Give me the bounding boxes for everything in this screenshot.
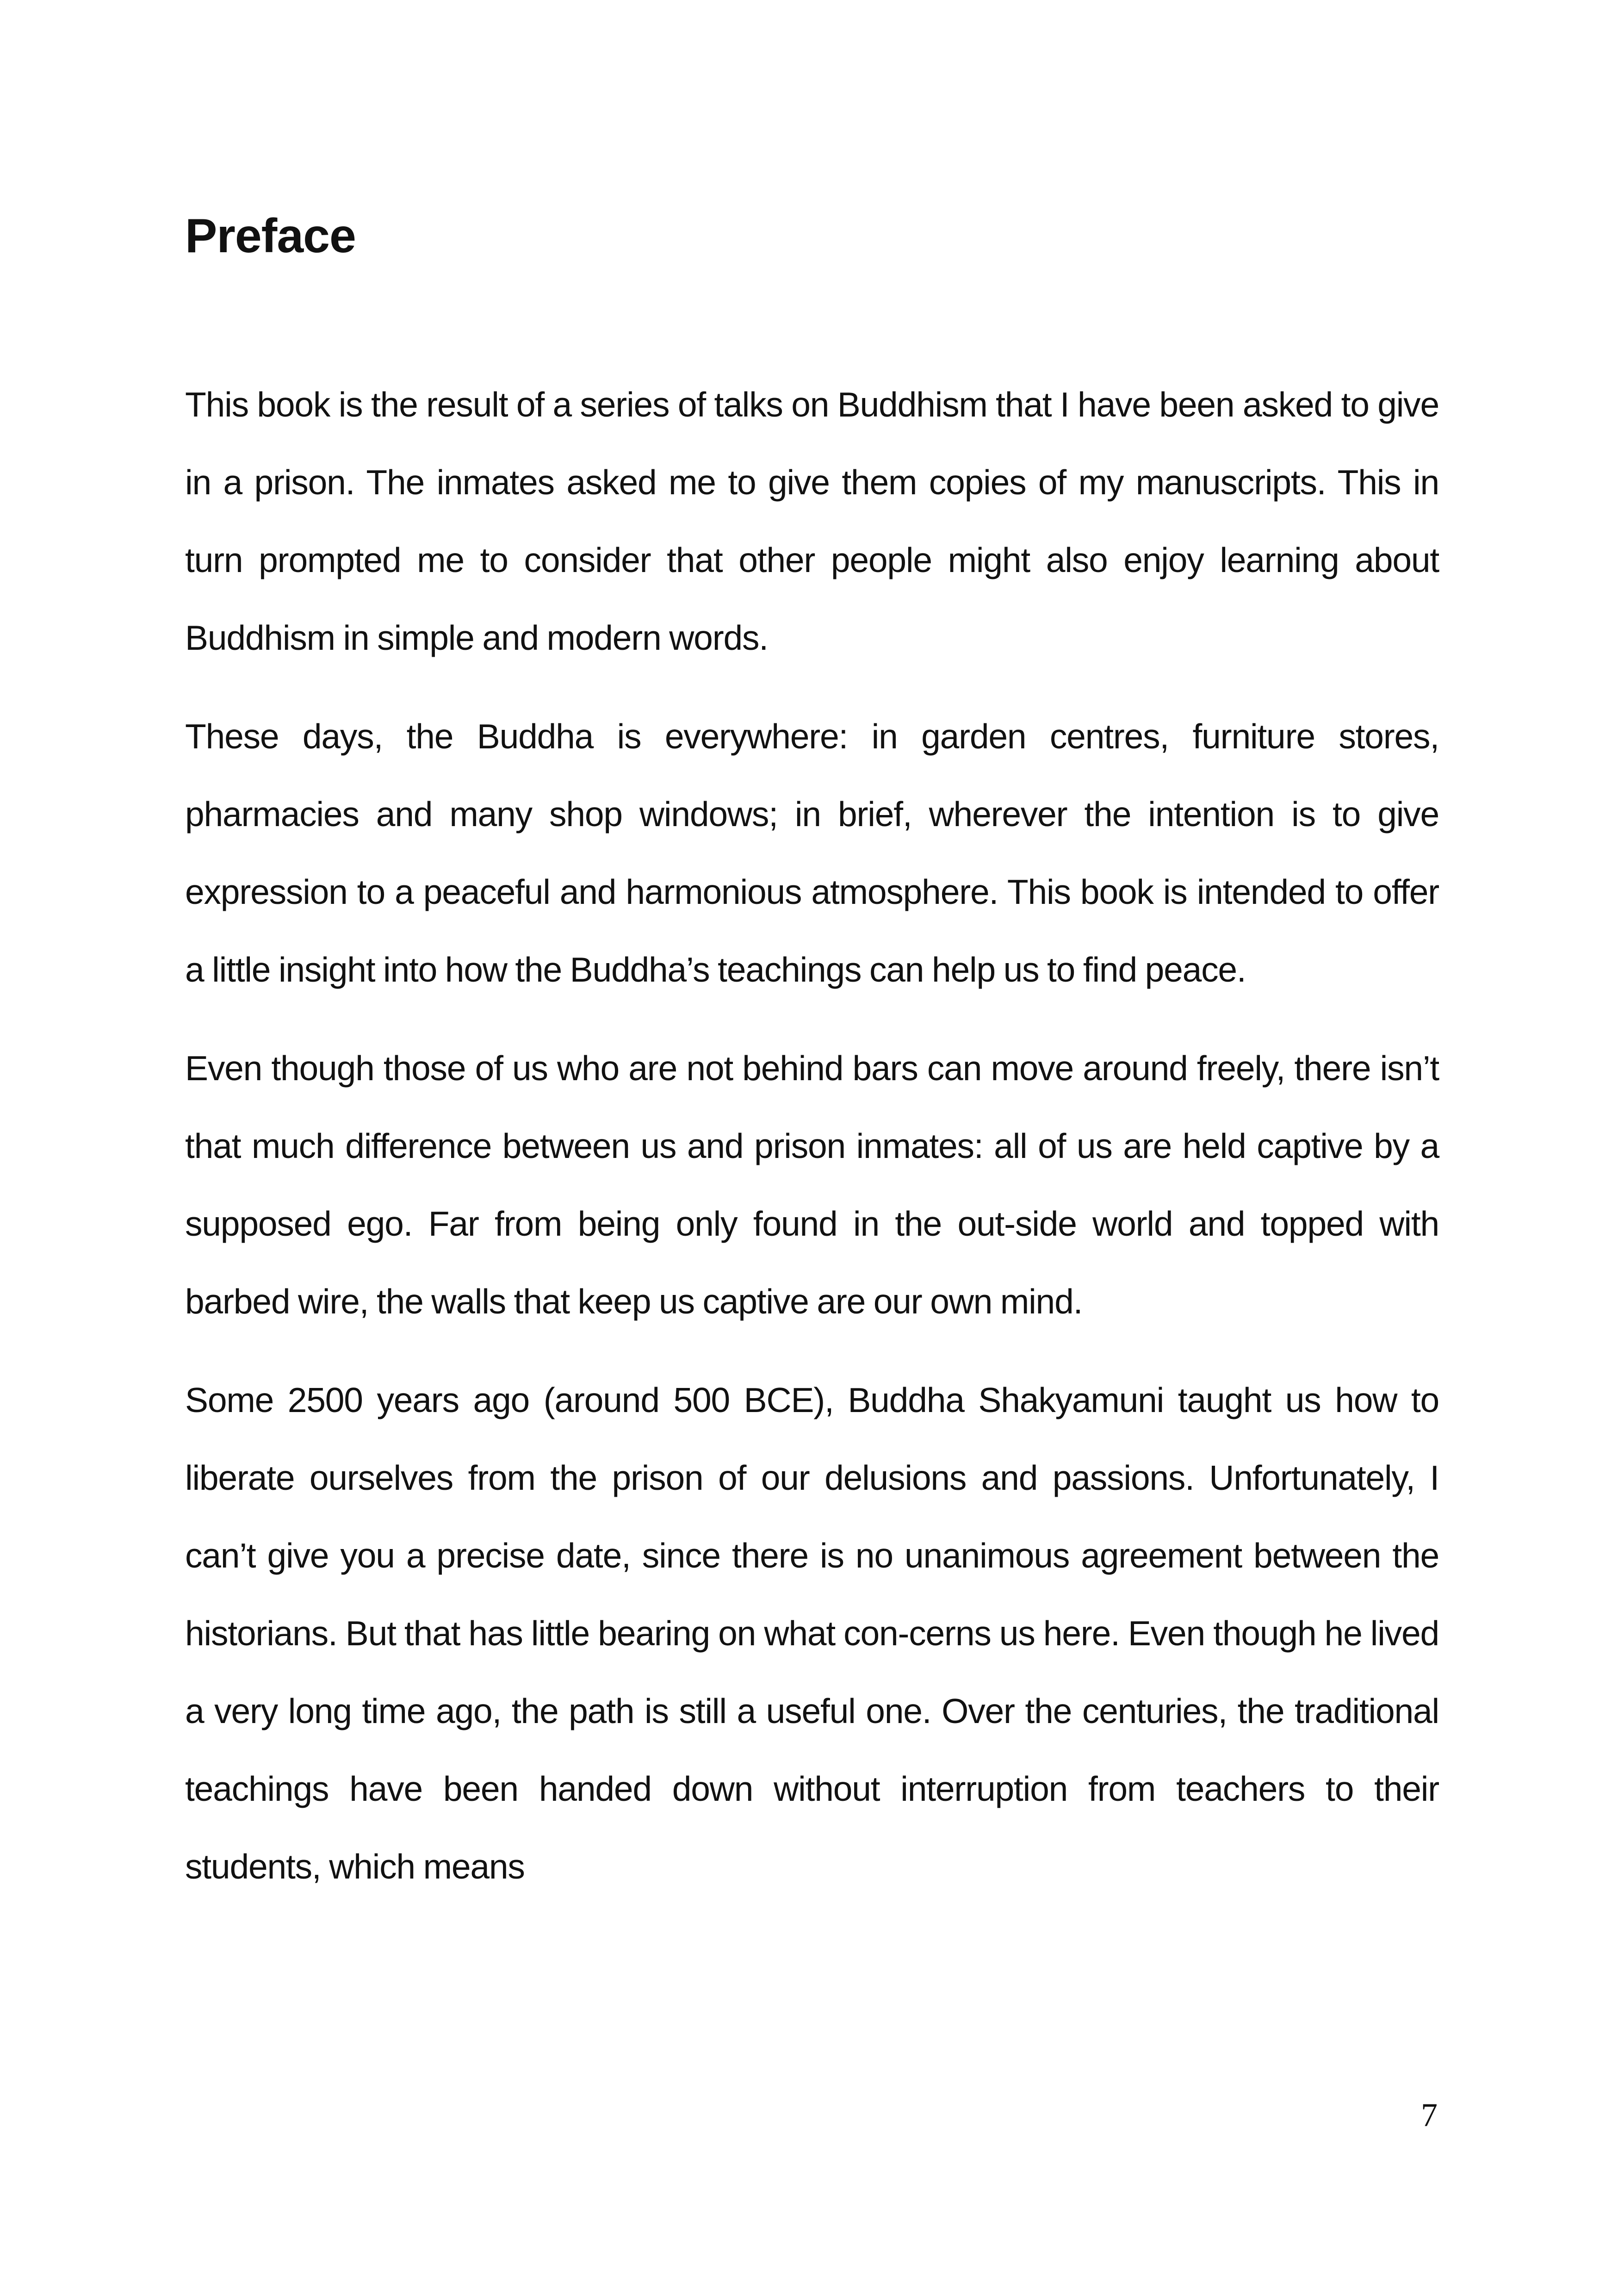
paragraph-2: These days, the Buddha is everywhere: in garden centres, furniture stores, pharmacies and many shop windows; in brief, wherever the intention is to give expression to a peaceful and harmonious atmosphere. This book is intended to offer a little insight into how the Buddha’s teachings can help us to find peace. — [185, 717, 1439, 989]
page-title: Preface — [185, 209, 356, 263]
paragraph-3: Even though those of us who are not behind bars can move around freely, there isn’t that much difference between us and prison inmates: all of us are held captive by a supposed ego. Far from being only found in the out-side world and topped with barbed wire, the walls that keep us captive are our own mind. — [185, 1049, 1439, 1321]
body-text — [185, 366, 1439, 1926]
paragraph-4: Some 2500 years ago (around 500 BCE), Buddha Shakyamuni taught us how to liberate ourselves from the prison of our delusions and passions. Unfortunately, I can’t give you a precise date, since there is no unanimous agreement between the historians. But that has little bearing on what con-cerns us here. Even though he lived a very long time ago, the path is still a useful one. Over the centuries, the traditional teachings have been handed down without interruption from teachers to their students, which means — [185, 1381, 1439, 1886]
page-number: 7 — [1421, 2097, 1438, 2134]
paragraph-1: This book is the result of a series of talks on Buddhism that I have been asked to give in a prison. The inmates asked me to give them copies of my manuscripts. This in turn prompted me to consider that other people might also enjoy learning about Buddhism in simple and modern words. — [185, 385, 1439, 657]
